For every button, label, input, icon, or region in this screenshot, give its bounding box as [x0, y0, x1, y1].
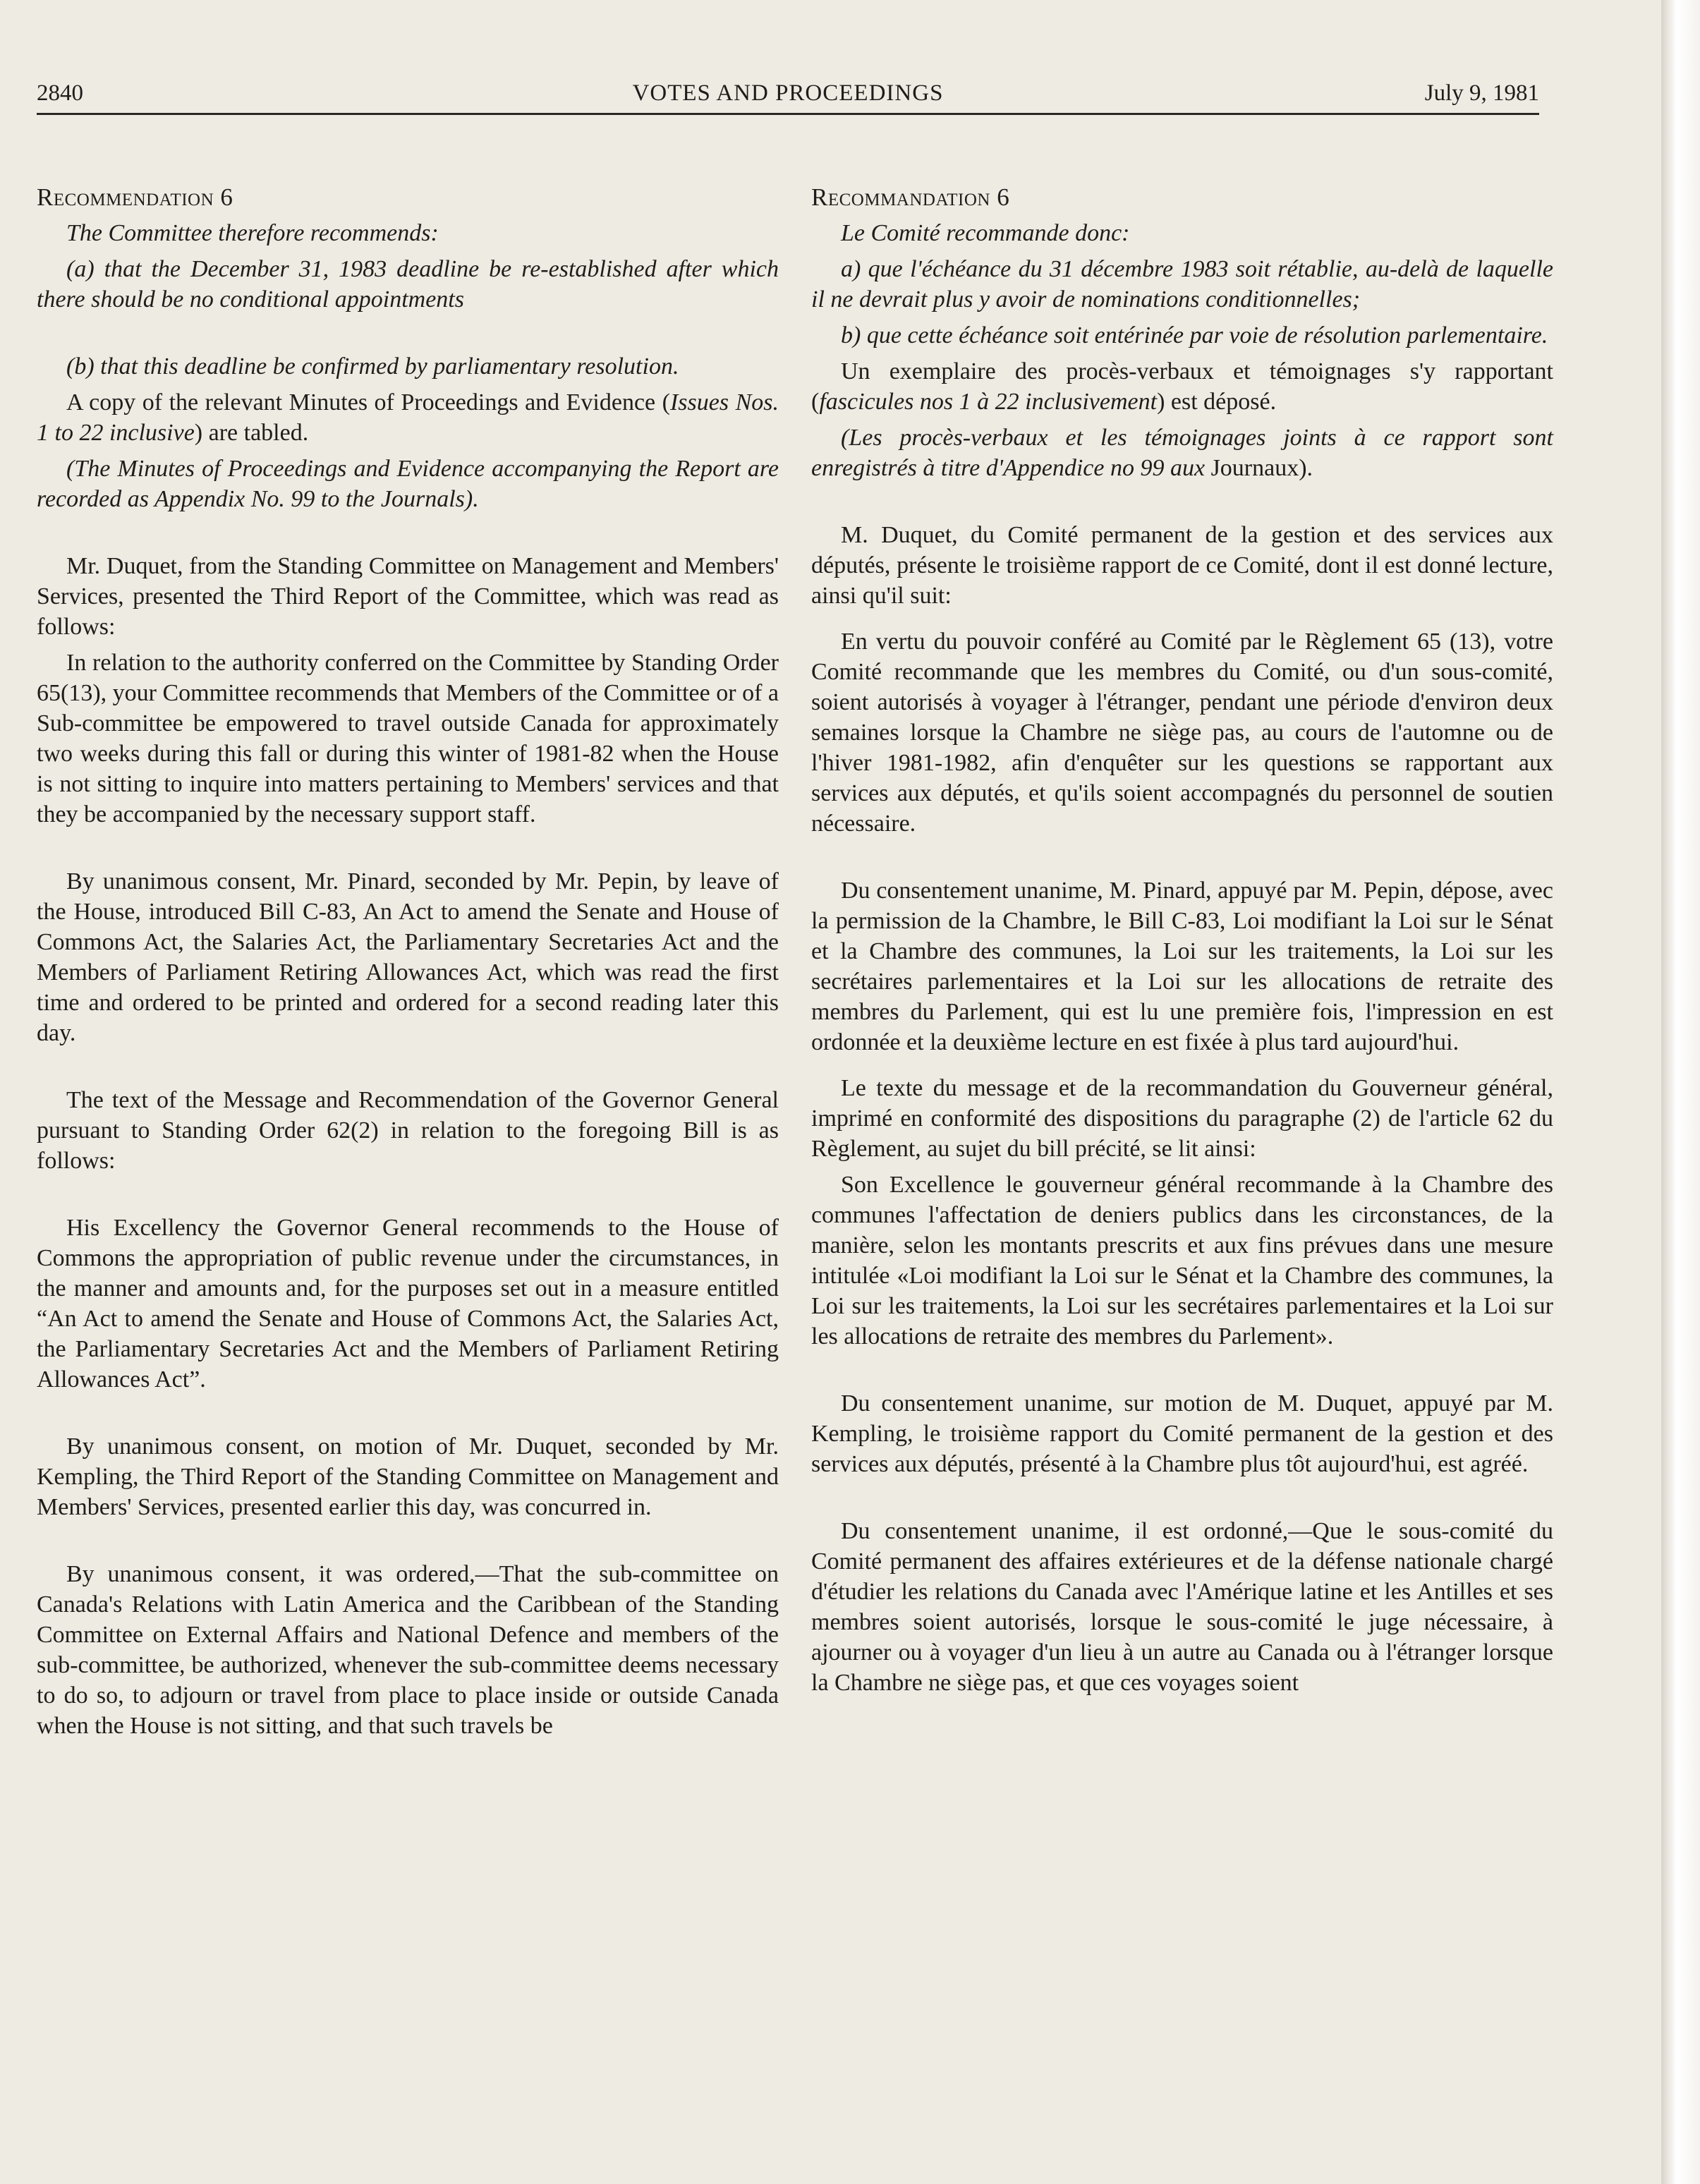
sous-comite-ordre-paragraph: Du consentement unanime, il est ordonné,—Que le sous-comité du Comité permanent des affaires extérieures et de la défense nationale chargé d'étudier les relations du Canada avec l'Amérique latine et les Antilles et ses membres soient autorisés, lorsque le sous-comité le juge nécessaire, à ajourner ou à voyager d'un lieu à un autre au Canada ou à l'étranger lorsque la Chambre ne siège pas, et que ces voyages soient: [811, 1518, 1553, 1696]
recommandation-intro: Le Comité recommande donc:: [841, 220, 1130, 246]
agreement-paragraph: Du consentement unanime, sur motion de M. Duquet, appuyé par M. Kempling, le troisième rapport du Comité permanent de la gestion et des services aux députés, présenté à la Chambre plus tôt aujourd'hui, est agréé.: [811, 1390, 1553, 1477]
page-edge: [1661, 0, 1700, 2184]
recommandation-b: b) que cette échéance soit entérinée par voie de résolution parlementaire.: [841, 322, 1548, 348]
recommendation-intro: The Committee therefore recommends:: [66, 220, 439, 246]
header-date: July 9, 1981: [1424, 80, 1539, 106]
recommendation-heading: Recommendation 6: [37, 183, 233, 211]
voyage-recommandation-paragraph: En vertu du pouvoir conféré au Comité par le Règlement 65 (13), votre Comité recommande que les membres du Comité, ou d'un sous-comité, soient autorisés à voyager à l'étranger, pendant une période d'environ deux semaines lorsque la Chambre ne siège pas, au cours de l'automne ou de l'hiver 1981-1982, afin d'enquêter sur les questions se rapportant aux services aux députés, et qu'ils soient accompagnés du personnel de soutien nécessaire.: [811, 629, 1553, 837]
page-header: [37, 76, 1539, 115]
message-text-paragraph: The text of the Message and Recommendation of the Governor General pursuant to Standing Order 62(2) in relation to the foregoing Bill is as follows:: [37, 1087, 779, 1174]
recommendation-b: (b) that this deadline be confirmed by parliamentary resolution.: [66, 353, 679, 380]
subcommittee-order-paragraph: By unanimous consent, it was ordered,—That the sub-committee on Canada's Relations with Latin America and the Caribbean of the Standing Committee on External Affairs and National Defence and members of the sub-committee, be authorized, whenever the sub-committee deems necessary to do so, to adjourn or travel from place to place inside or outside Canada when the House is not sitting, and that such travels be: [37, 1561, 779, 1739]
english-column: [37, 182, 779, 1741]
bill-c83-paragraph: By unanimous consent, Mr. Pinard, seconded by Mr. Pepin, by leave of the House, introduced Bill C-83, An Act to amend the Senate and House of Commons Act, the Salaries Act, the Parliamentary Secretaries Act and the Members of Parliament Retiring Allowances Act, which was read the first time and ordered to be printed and ordered for a second reading later this day.: [37, 868, 779, 1046]
gouverneur-general-paragraph: Son Excellence le gouverneur général recommande à la Chambre des communes l'affectation de deniers publics dans les circonstances, de la manière, selon les montants prescrits et aux fins prévues dans une mesure intitulée «Loi modifiant la Loi sur le Sénat et la Chambre des communes, la Loi sur les traitements, la Loi sur les secrétaires parlementaires et la Loi sur les allocations de retraite des membres du Parlement».: [811, 1172, 1553, 1349]
bill-c83-fr-paragraph: Du consentement unanime, M. Pinard, appuyé par M. Pepin, dépose, avec la permission de la Chambre, le Bill C-83, Loi modifiant la Loi sur le Sénat et la Chambre des communes, la Loi sur les traitements, la Loi sur les secrétaires parlementaires et la Loi sur les allocations de retraite des membres du Parlement, qui est lu une première fois, l'impression en est ordonnée et la deuxième lecture en est fixée à plus tard aujourd'hui.: [811, 878, 1553, 1055]
minutes-note: (The Minutes of Proceedings and Evidence accompanying the Report are recorded as Appendix No. 99 to the Journals).: [37, 456, 779, 512]
recommandation-heading: Recommandation 6: [811, 183, 1010, 211]
exemplaire-depose: Un exemplaire des procès-verbaux et témoignages s'y rapportant (fascicules nos 1 à 22 inclusivement) est déposé.: [811, 358, 1553, 415]
travel-recommendation-paragraph: In relation to the authority conferred on the Committee by Standing Order 65(13), your Committee recommends that Members of the Committee or of a Sub-committee be empowered to travel outside Canada for approximately two weeks during this fall or during this winter of 1981-82 when the House is not sitting to inquire into matters pertaining to Members' services and that they be accompanied by the necessary support staff.: [37, 650, 779, 827]
recommendation-a: (a) that the December 31, 1983 deadline be re-established after which there should be no conditional appointments: [37, 256, 779, 313]
duquet-rapport-paragraph: M. Duquet, du Comité permanent de la gestion et des services aux députés, présente le troisième rapport de ce Comité, dont il est donné lecture, ainsi qu'il suit:: [811, 522, 1553, 609]
proces-verbaux-note: (Les procès-verbaux et les témoignages joints à ce rapport sont enregistrés à titre d'Appendice no 99 aux Journaux).: [811, 425, 1553, 481]
concurrence-paragraph: By unanimous consent, on motion of Mr. Duquet, seconded by Mr. Kempling, the Third Report of the Standing Committee on Management and Members' Services, presented earlier this day, was concurred in.: [37, 1433, 779, 1520]
texte-message-paragraph: Le texte du message et de la recommandation du Gouverneur général, imprimé en conformité des dispositions du paragraphe (2) de l'article 62 du Règlement, au sujet du bill précité, se lit ainsi:: [811, 1075, 1553, 1162]
french-column: [811, 182, 1553, 1698]
page-number: 2840: [37, 80, 83, 106]
recommandation-a: a) que l'échéance du 31 décembre 1983 soit rétablie, au-delà de laquelle il ne devrait plus y avoir de nominations conditionnelles;: [811, 256, 1553, 313]
duquet-report-paragraph: Mr. Duquet, from the Standing Committee on Management and Members' Services, presented the Third Report of the Committee, which was read as follows:: [37, 553, 779, 640]
governor-general-paragraph: His Excellency the Governor General recommends to the House of Commons the appropriation of public revenue under the circumstances, in the manner and amounts and, for the purposes set out in a measure entitled “An Act to amend the Senate and House of Commons Act, the Salaries Act, the Parliamentary Secretaries Act and the Members of Parliament Retiring Allowances Act”.: [37, 1215, 779, 1393]
copy-tabled: A copy of the relevant Minutes of Proceedings and Evidence (Issues Nos. 1 to 22 inclusive) are tabled.: [37, 389, 779, 446]
running-title: VOTES AND PROCEEDINGS: [632, 80, 944, 106]
